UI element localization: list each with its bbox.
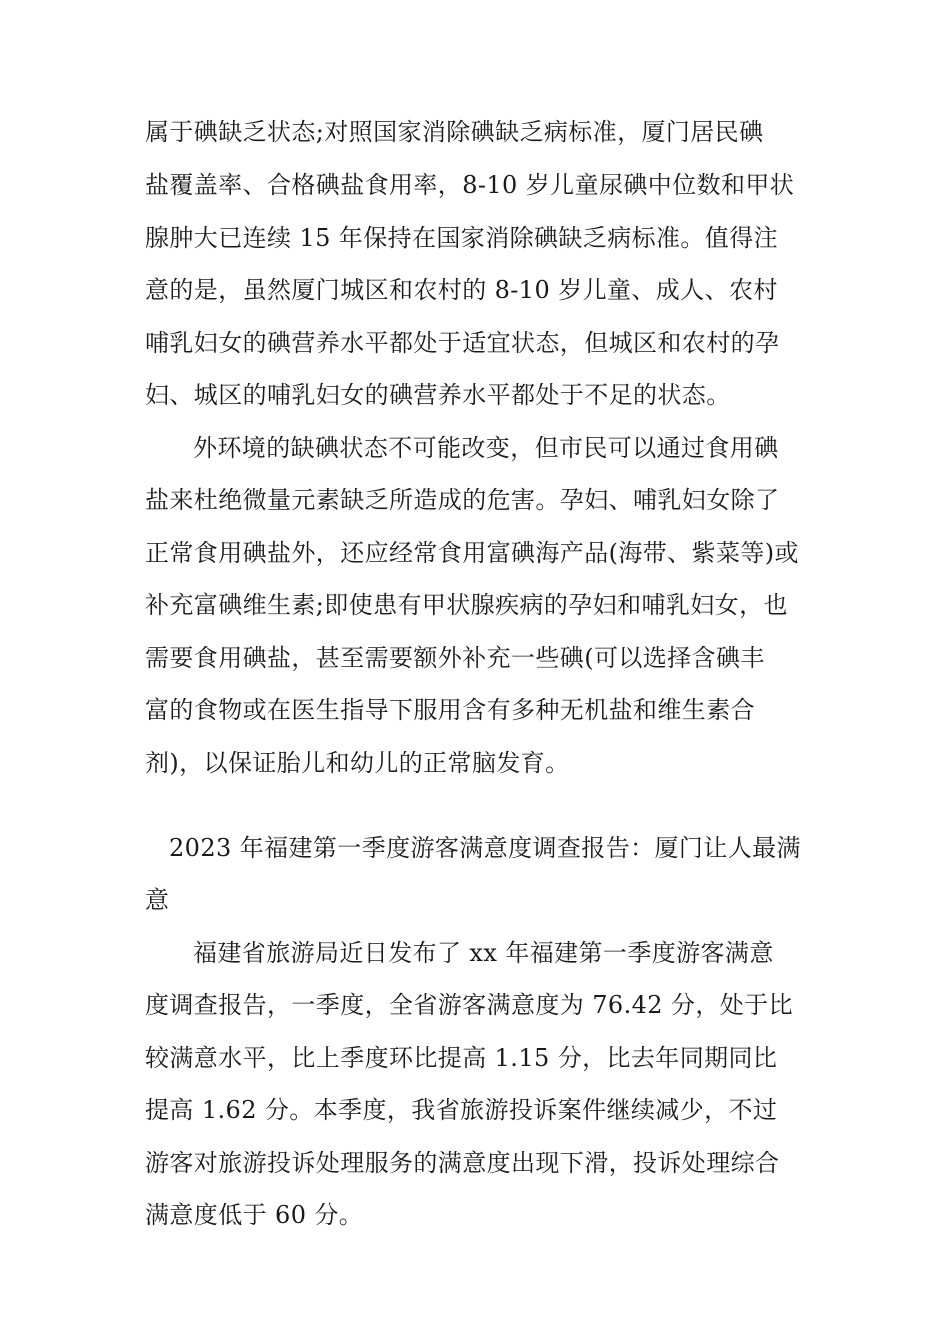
heading-line: 意 xyxy=(145,886,170,914)
text-line: 盐覆盖率、合格碘盐食用率，8-10 岁儿童尿碘中位数和甲状 xyxy=(145,171,795,199)
text-line: 哺乳妇女的碘营养水平都处于适宜状态，但城区和农村的孕 xyxy=(145,329,780,357)
text-line: 意的是，虽然厦门城区和农村的 8-10 岁儿童、成人、农村 xyxy=(145,276,778,304)
text-line: 属于碘缺乏状态;对照国家消除碘缺乏病标准，厦门居民碘 xyxy=(145,118,764,146)
text-line: 度调查报告，一季度，全省游客满意度为 76.42 分，处于比 xyxy=(145,991,793,1019)
text-line: 较满意水平，比上季度环比提高 1.15 分，比去年同期同比 xyxy=(145,1044,778,1072)
text-line: 需要食用碘盐，甚至需要额外补充一些碘(可以选择含碘丰 xyxy=(145,644,765,672)
text-line: 补充富碘维生素;即使患有甲状腺疾病的孕妇和哺乳妇女，也 xyxy=(145,591,788,619)
text-line: 外环境的缺碘状态不可能改变，但市民可以通过食用碘 xyxy=(193,434,779,462)
text-line: 剂)，以保证胎儿和幼儿的正常脑发育。 xyxy=(145,749,570,777)
text-line: 妇、城区的哺乳妇女的碘营养水平都处于不足的状态。 xyxy=(145,381,731,409)
text-line: 满意度低于 60 分。 xyxy=(145,1201,364,1229)
text-line: 腺肿大已连续 15 年保持在国家消除碘缺乏病标准。值得注 xyxy=(145,224,778,252)
text-line: 富的食物或在医生指导下服用含有多种无机盐和维生素合 xyxy=(145,696,755,724)
text-line: 福建省旅游局近日发布了 xx 年福建第一季度游客满意 xyxy=(193,939,774,967)
text-line: 盐来杜绝微量元素缺乏所造成的危害。孕妇、哺乳妇女除了 xyxy=(145,486,780,514)
heading-line: 2023 年福建第一季度游客满意度调查报告：厦门让人最满 xyxy=(169,834,801,862)
text-line: 游客对旅游投诉处理服务的满意度出现下滑，投诉处理综合 xyxy=(145,1149,780,1177)
text-line: 正常食用碘盐外，还应经常食用富碘海产品(海带、紫菜等)或 xyxy=(145,539,799,567)
text-line: 提高 1.62 分。本季度，我省旅游投诉案件继续减少，不过 xyxy=(145,1096,778,1124)
